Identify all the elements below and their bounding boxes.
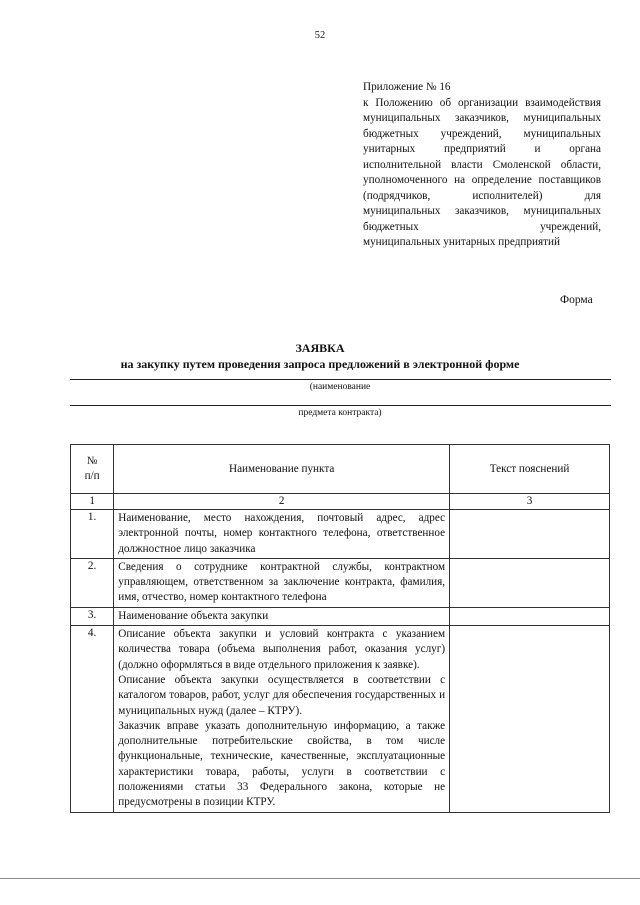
row-text[interactable] [450,510,610,559]
col-number-1: 1 [71,494,114,510]
caption-subject: предмета контракта) [298,408,382,418]
title-sub: на закупку путем проведения запроса предложений в электронной форме [120,357,520,371]
table-row [71,558,610,607]
appendix-last-line: муниципальных унитарных предприятий [363,236,560,248]
table-row [71,626,610,813]
appendix-body: к Положению об организации взаимодействия муниципальных заказчиков, муниципальных бюджетных учреждений, муниципальных унитарных предприятий и органа исполнительной власти Смоленской области, уполномоченного на определение поставщиков (подрядчиков, исполнителей) для муниципальных заказчиков, муниципальных бюджетных учреждений, [363,96,601,233]
row-text[interactable] [450,607,610,625]
page-number: 52 [314,30,326,41]
table-row [71,510,610,559]
col-number-3: 3 [450,494,610,510]
title-main: ЗАЯВКА [295,341,345,355]
row-name: Описание объекта закупки и условий контракта с указанием количества товара (объема выполнения работ, оказания услуг) (должно оформляться в виде отдельного приложения к заявке). Описание объекта закупки осуществляется в соответствии с каталогом товаров, работ, услуг для обеспечения государственных и муниципальных нужд (далее – КТРУ). Заказчик вправе указать дополнительную информацию, а также дополнительные потребительские свойства, в том числе функциональные, технические, качественные, эксплуатационные характеристики товара, работы, услуги в соответствии с положениями статьи 33 Федерального закона, которые не предусмотрены в позиции КТРУ. [114,626,450,813]
fill-line-2 [70,405,611,406]
footer-line [0,878,640,879]
row-number: 3. [71,607,114,625]
row-number: 2. [71,558,114,607]
col-number-2: 2 [114,494,450,510]
header-row [71,445,610,494]
fill-line-1 [70,379,611,380]
row-text[interactable] [450,626,610,813]
form-label: Форма [560,294,593,306]
row-number: 1. [71,510,114,559]
document-title [0,340,640,372]
row-name: Сведения о сотруднике контрактной службы, контрактном управляющем, ответственном за заключение контракта, фамилия, имя, отчество, номер контактного телефона [114,558,450,607]
appendix-header [363,80,601,251]
row-text[interactable] [450,558,610,607]
caption-name: (наименование [309,382,371,392]
row-number: 4. [71,626,114,813]
appendix-title: Приложение № 16 [363,81,451,93]
row-name: Наименование, место нахождения, почтовый адрес, адрес электронной почты, номер контактного телефона, ответственное должностное лицо заказчика [114,510,450,559]
row-name: Наименование объекта закупки [114,607,450,625]
header-name: Наименование пункта [114,445,450,494]
column-number-row [71,494,610,510]
header-num: № п/п [71,445,114,494]
table-row [71,607,610,625]
header-text: Текст пояснений [450,445,610,494]
application-table [70,444,610,813]
